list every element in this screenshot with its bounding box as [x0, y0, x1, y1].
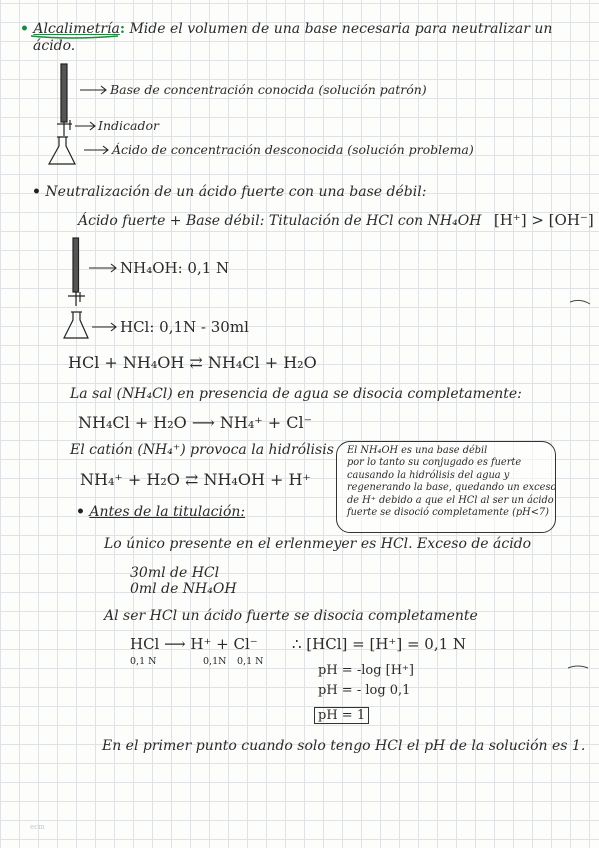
diagram-2-label-top: NH₄OH: 0,1 N: [120, 259, 230, 277]
note-box: [336, 441, 556, 533]
hydrolysis-intro: El catión (NH₄⁺) provoca la hidrólisis: [70, 442, 334, 458]
therefore-concentration: ∴ [HCl] = [H⁺] = 0,1 N: [292, 635, 467, 653]
dissociation-intro: La sal (NH₄Cl) en presencia de agua se disocia completamente:: [70, 386, 522, 402]
concentration-relation: [H⁺] > [OH⁻]: [493, 211, 594, 229]
nh4oh-volume: 0ml de NH₄OH: [130, 581, 237, 597]
note-line: de H⁺ debido a que el HCl al ser un ácido: [347, 494, 554, 506]
section-3-title: Antes de la titulación:: [89, 504, 246, 520]
strong-acid-statement: Al ser HCl un ácido fuerte se disocia completamente: [104, 608, 478, 624]
section-3-heading: [76, 504, 245, 520]
hcl-dissociation: HCl ⟶ H⁺ + Cl⁻: [130, 635, 258, 653]
ph-result-box: pH = 1: [314, 707, 369, 724]
flask-2: [64, 312, 88, 338]
diagram-2-label-bottom: HCl: 0,1N - 30ml: [120, 318, 249, 336]
bullet: •: [32, 184, 41, 200]
footer-watermark: ecm: [30, 823, 45, 831]
neutralization-equation: HCl + NH₄OH ⇄ NH₄Cl + H₂O: [68, 353, 317, 372]
conc-product-1: 0,1N: [203, 656, 227, 667]
ph-formula-1: pH = -log [H⁺]: [318, 663, 414, 678]
dissociation-equation: NH₄Cl + H₂O ⟶ NH₄⁺ + Cl⁻: [78, 413, 313, 432]
arrows-diagram-2: [89, 264, 116, 331]
diagram-1-label-bottom: Ácido de concentración desconocida (solución problema): [112, 142, 474, 157]
note-line: El NH₄OH es una base débil: [347, 445, 488, 456]
section-2-title: Neutralización de un ácido fuerte con una base débil:: [45, 184, 427, 200]
ph-formula-2: pH = - log 0,1: [318, 683, 411, 698]
section-1-heading: [20, 21, 552, 37]
bullet: •: [20, 21, 29, 37]
acid-base-subtitle: Ácido fuerte + Base débil: Titulación de HCl con NH₄OH: [78, 213, 482, 229]
bullet: •: [76, 504, 85, 520]
note-line: por lo tanto su conjugado es fuerte: [347, 457, 522, 469]
section-1-title: Alcalimetría: [33, 21, 120, 37]
burette-2: [68, 238, 85, 306]
diagram-1-label-mid: Indicador: [98, 118, 159, 133]
hcl-volume: 30ml de HCl: [130, 565, 220, 581]
flask-1: [49, 137, 75, 164]
section-2-subtitle: [78, 212, 594, 229]
burette-1: [57, 64, 72, 136]
hydrolysis-equation: NH₄⁺ + H₂O ⇄ NH₄OH + H⁺: [80, 470, 311, 489]
definition-line-1: Mide el volumen de una base necesaria para neutralizar un: [129, 21, 553, 37]
definition-line-2: ácido.: [33, 38, 76, 54]
title-colon: :: [119, 21, 126, 37]
conc-reactant: 0,1 N: [130, 656, 157, 667]
diagram-1-label-top: Base de concentración conocida (solución patrón): [110, 82, 427, 97]
conclusion: En el primer punto cuando solo tengo HCl el pH de la solución es 1.: [102, 738, 586, 754]
note-line: regenerando la base, quedando un exceso: [347, 482, 557, 494]
conc-product-2: 0,1 N: [237, 656, 264, 667]
note-line: fuerte se disoció completamente (pH<7): [347, 507, 549, 519]
note-line: causando la hidrólisis del agua y: [347, 469, 510, 481]
erlenmeyer-content: Lo único presente en el erlenmeyer es HCl. Exceso de ácido: [104, 536, 532, 552]
section-2-heading: [32, 184, 426, 200]
ph-result: [314, 708, 369, 724]
